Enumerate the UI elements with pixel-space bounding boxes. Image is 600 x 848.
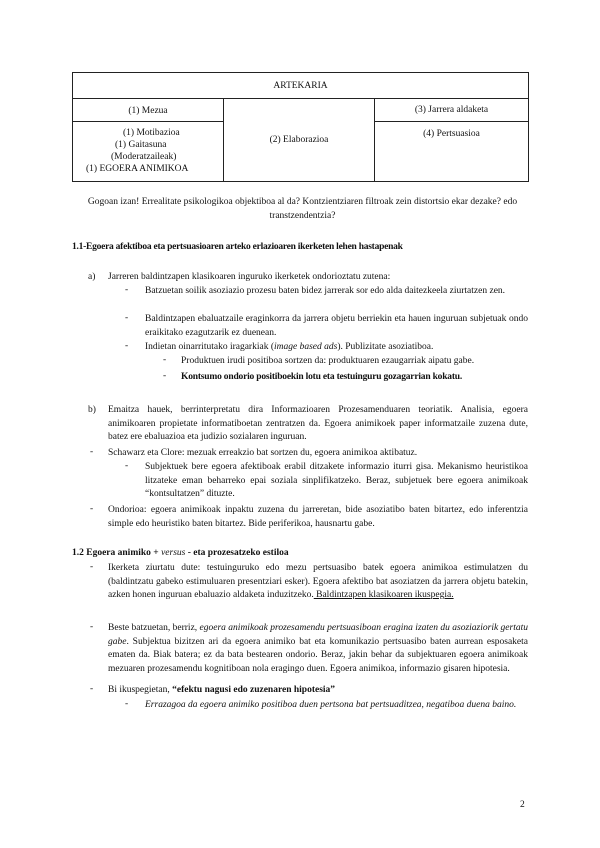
s2-p1-main: Ikerketa ziurtatu dute: testuinguruko edo mezu pertsuasibo batek egoera animikoa estimulatzen du (baldintzatu gabeko estimuluaren presentziari esker). Egoera afektibo bat asoziatzen da jarrera objetu batekin, azken honen inguruan ebaluazio aldaketa induzitzeko. — [108, 563, 528, 600]
s2-paragraph-3 — [108, 684, 528, 698]
table-header: ARTEKARIA — [273, 81, 328, 91]
item-a-text: Jarreren baldintzapen klasikoaren inguruko ikerketek ondorioztatu zutena: — [108, 272, 391, 282]
ondorioa: Ondorioa: egoera animikoak inpaktu zuzena du jarreretan, bide asoziatibo baten bitartez, edo inferentzia simple edo heuristiko baten bitartez. Bide periferikoa, hausnartu gabe. — [108, 505, 528, 529]
col1-item: (1) Motibazioa — [123, 128, 180, 138]
col2-title: (2) Elaborazioa — [269, 135, 329, 145]
item-a-marker: a) — [88, 272, 96, 282]
col1-title: (1) Mezua — [128, 106, 168, 116]
item-a-sub-2: Kontsumo ondorio positiboekin lotu eta testuinguru gozagarrian kokatu. — [181, 372, 463, 382]
col1-item: (1) Gaitasuna — [115, 140, 167, 150]
col3-item: (4) Pertsuasioa — [423, 129, 480, 139]
s2-p2-a: Beste batzuetan, berriz, — [108, 623, 200, 633]
bullet-dash: - — [163, 371, 167, 381]
col1-item: (Moderatzaileak) — [111, 152, 177, 162]
table-col2-cell — [223, 98, 375, 182]
s2-p2-b: . Subjektua bizitzen ari da egoera animiko bat eta komunikazio pertsuasibo baten aurrean esposaketa ematen da. Biak batera; ez da bata bestearen ondorio. Beraz, jakin behar da subjektuaren egoera animikoak mezuaren prozesamendu kognitiboan nola eragingo duen. Egoera animikoa, informazio gisaren hipotesia. — [108, 636, 528, 674]
table-col1-items-cell — [72, 121, 224, 182]
item-b-text: Emaitza hauek, berrinterpretatu dira Informazioaren Prozesamenduaren teoriatik. Analisia, egoera animikoaren propietate informatiboetan zentratzen da. Egoera animikoek paper informatzaile zuzena dute, batez ere ebaluazioa eta judizio sozialaren inguruan. — [108, 405, 528, 442]
bullet-dash: - — [125, 461, 129, 471]
col3-title: (3) Jarrera aldaketa — [414, 105, 489, 115]
s2-p3-bold: “efektu nagusi edo zuzenaren hipotesia” — [172, 685, 336, 695]
bullet-dash: - — [90, 504, 94, 514]
section-2-title-a: 1.2 Egoera animiko + — [72, 548, 162, 558]
item-a-point-3: Indietan oinarritutako iragarkiak (image based ads). Publizitate asoziatiboa. — [145, 342, 434, 352]
intro-question: Gogoan izan! Errealitate psikologikoa objektiboa al da? Kontzientziaren filtroak zein distortsio ekar dezake? edo transtzendentzia? — [87, 197, 518, 221]
s2-paragraph-2 — [108, 622, 528, 676]
artekaria-table — [72, 72, 529, 182]
s2-p3-sub: Errazagoa da egoera animiko positiboa duen pertsona bat pertsuaditzea, negatiboa duena baino. — [145, 700, 517, 710]
bullet-dash: - — [125, 341, 129, 351]
bullet-dash: - — [125, 699, 129, 709]
page-number: 2 — [520, 800, 525, 810]
image-based-ads-term: image based ads — [274, 342, 338, 352]
item-a-point-2: Baldintzapen ebaluatzaile eraginkorra da jarrera objetu berriekin eta hauen inguruan subjetuak ondo eraikitako ezagutzarik ez duenean. — [145, 314, 528, 338]
section-2-title-b: - eta prozesatzeko estiloa — [185, 548, 289, 558]
s2-p3-a: Bi ikuspegietan, — [108, 685, 173, 695]
s2-paragraph-1 — [108, 562, 528, 603]
bullet-dash: - — [90, 562, 94, 572]
bullet-dash: - — [125, 285, 129, 295]
s2-p2-italic: egoera animikoak prozesamendu pertsuasiboan eragina izaten du asoziaziorik gertatu gabe — [108, 623, 529, 647]
item-b-marker: b) — [88, 405, 96, 415]
item-a-point-1: Batzuetan soilik asoziazio prozesu baten bidez jarrerak sor edo alda daitezkeela ziurtatzen zen. — [145, 286, 506, 296]
table-col3-item-cell — [374, 121, 529, 182]
col1-item: (1) EGOERA ANIMIKOA — [86, 164, 189, 174]
section-2-title-versus: versus — [161, 548, 186, 558]
bullet-dash: - — [90, 622, 94, 632]
section-2-title — [72, 547, 542, 561]
bullet-dash: - — [90, 447, 94, 457]
table-col3-title-cell — [374, 98, 529, 122]
table-col1-title-cell — [72, 98, 224, 122]
item-a-sub-1: Produktuen irudi positiboa sortzen da: produktuaren ezaugarriak aipatu gabe. — [181, 356, 475, 366]
schwarz-clore: Schawarz eta Clore: mezuak erreakzio bat sortzen du, egoera animikoa aktibatuz. — [108, 448, 418, 458]
section-1-title: 1.1-Egoera afektiboa eta pertsuasioaren arteko erlazioaren ikerketen lehen hastapenak — [72, 242, 403, 252]
s2-p1-underline: Baldintzapen klasikoaren ikuspegia. — [313, 590, 454, 600]
bullet-dash: - — [125, 313, 129, 323]
bullet-dash: - — [163, 355, 167, 365]
schwarz-sub: Subjektuek bere egoera afektiboak erabil ditzakete informazio iturri gisa. Mekanismo heuristikoa litzateke eman beharreko epai soziala sinplifikatzeko. Beraz, subjetuek bere egoera animikoak “kontsultatzen” dituzte. — [145, 462, 528, 499]
table-header-cell — [72, 72, 529, 99]
bullet-dash: - — [90, 684, 94, 694]
